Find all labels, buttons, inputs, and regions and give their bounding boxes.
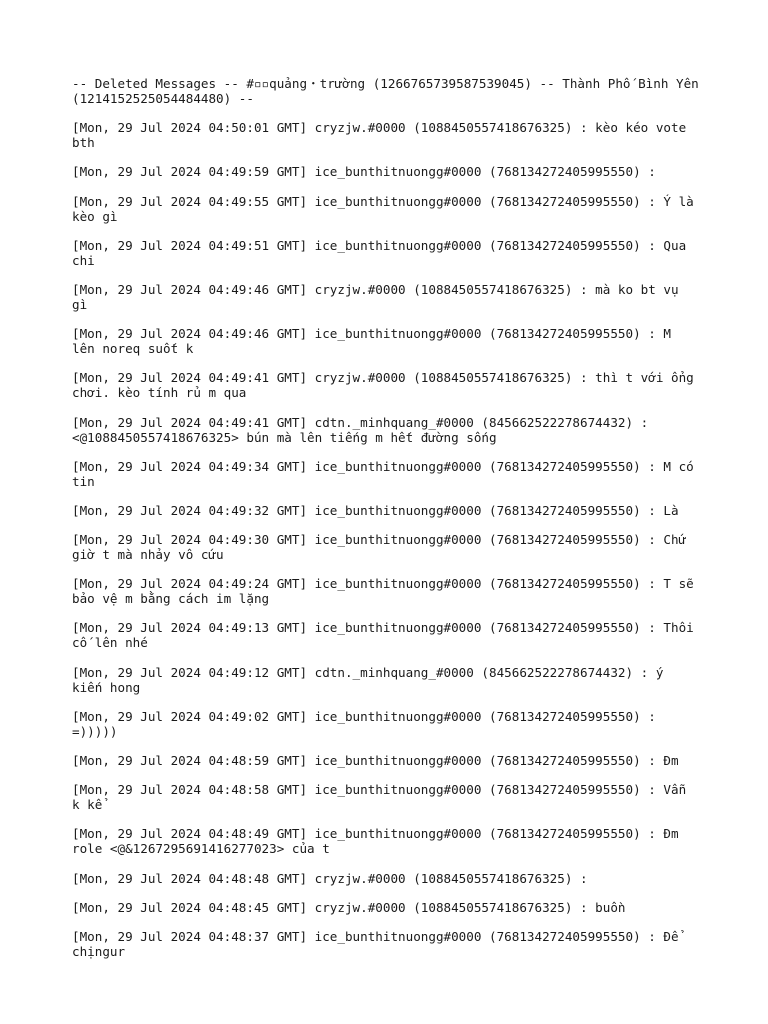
message-entry: [Mon, 29 Jul 2024 04:48:37 GMT] ice_bunthitnuongg#0000 (768134272405995550) : Để chịngur [72, 928, 687, 959]
message-entry: [Mon, 29 Jul 2024 04:49:30 GMT] ice_bunthitnuongg#0000 (768134272405995550) : Chứ giờ t mà nhảy vô cứu [72, 532, 694, 563]
message-entry: [Mon, 29 Jul 2024 04:49:59 GMT] ice_bunthitnuongg#0000 (768134272405995550) : [72, 164, 656, 180]
message-entry: [Mon, 29 Jul 2024 04:48:58 GMT] ice_bunthitnuongg#0000 (768134272405995550) : Vẫn k kể [72, 782, 694, 813]
message-entry: [Mon, 29 Jul 2024 04:49:41 GMT] cryzjw.#0000 (1088450557418676325) : thì t với ổng chơi. kèo tính rủ m qua [72, 370, 702, 401]
message-entry: [Mon, 29 Jul 2024 04:49:32 GMT] ice_bunthitnuongg#0000 (768134272405995550) : Là [72, 502, 679, 518]
message-entry: [Mon, 29 Jul 2024 04:49:51 GMT] ice_bunthitnuongg#0000 (768134272405995550) : Qua chi [72, 237, 694, 268]
message-entry: [Mon, 29 Jul 2024 04:48:49 GMT] ice_bunthitnuongg#0000 (768134272405995550) : Đm role <@&1267295691416277023> của t [72, 826, 687, 857]
message-entry: [Mon, 29 Jul 2024 04:49:12 GMT] cdtn._minhquang_#0000 (845662522278674432) : ý kiến hong [72, 664, 671, 695]
message-entry: [Mon, 29 Jul 2024 04:49:46 GMT] cryzjw.#0000 (1088450557418676325) : mà ko bt vụ gì [72, 281, 687, 312]
message-entry: [Mon, 29 Jul 2024 04:49:46 GMT] ice_bunthitnuongg#0000 (768134272405995550) : M lên noreq suốt k [72, 326, 679, 357]
log-header: -- Deleted Messages -- #▫▫quảng・trường (1266765739587539045) -- Thành Phố Bình Yên (1214152525054484480) -- [72, 76, 707, 106]
message-entry: [Mon, 29 Jul 2024 04:49:02 GMT] ice_bunthitnuongg#0000 (768134272405995550) : =))))) [72, 708, 664, 739]
message-entry: [Mon, 29 Jul 2024 04:49:13 GMT] ice_bunthitnuongg#0000 (768134272405995550) : Thôi cố lên nhé [72, 620, 702, 651]
document-page [72, 76, 707, 973]
message-entry: [Mon, 29 Jul 2024 04:49:41 GMT] cdtn._minhquang_#0000 (845662522278674432) : <@1088450557418676325> bún mà lên tiếng m hết đường sống [72, 414, 656, 445]
message-entry: [Mon, 29 Jul 2024 04:48:48 GMT] cryzjw.#0000 (1088450557418676325) : [72, 870, 588, 886]
message-entry: [Mon, 29 Jul 2024 04:48:45 GMT] cryzjw.#0000 (1088450557418676325) : buồn [72, 899, 626, 915]
message-entry: [Mon, 29 Jul 2024 04:49:24 GMT] ice_bunthitnuongg#0000 (768134272405995550) : T sẽ bảo vệ m bằng cách im lặng [72, 576, 702, 607]
message-entry: [Mon, 29 Jul 2024 04:48:59 GMT] ice_bunthitnuongg#0000 (768134272405995550) : Đm [72, 753, 679, 768]
message-entry: [Mon, 29 Jul 2024 04:49:55 GMT] ice_bunthitnuongg#0000 (768134272405995550) : Ý là kèo gì [72, 193, 702, 224]
message-entry: [Mon, 29 Jul 2024 04:49:34 GMT] ice_bunthitnuongg#0000 (768134272405995550) : M có tin [72, 458, 702, 489]
message-entry: [Mon, 29 Jul 2024 04:50:01 GMT] cryzjw.#0000 (1088450557418676325) : kèo kéo vote bth [72, 120, 694, 151]
